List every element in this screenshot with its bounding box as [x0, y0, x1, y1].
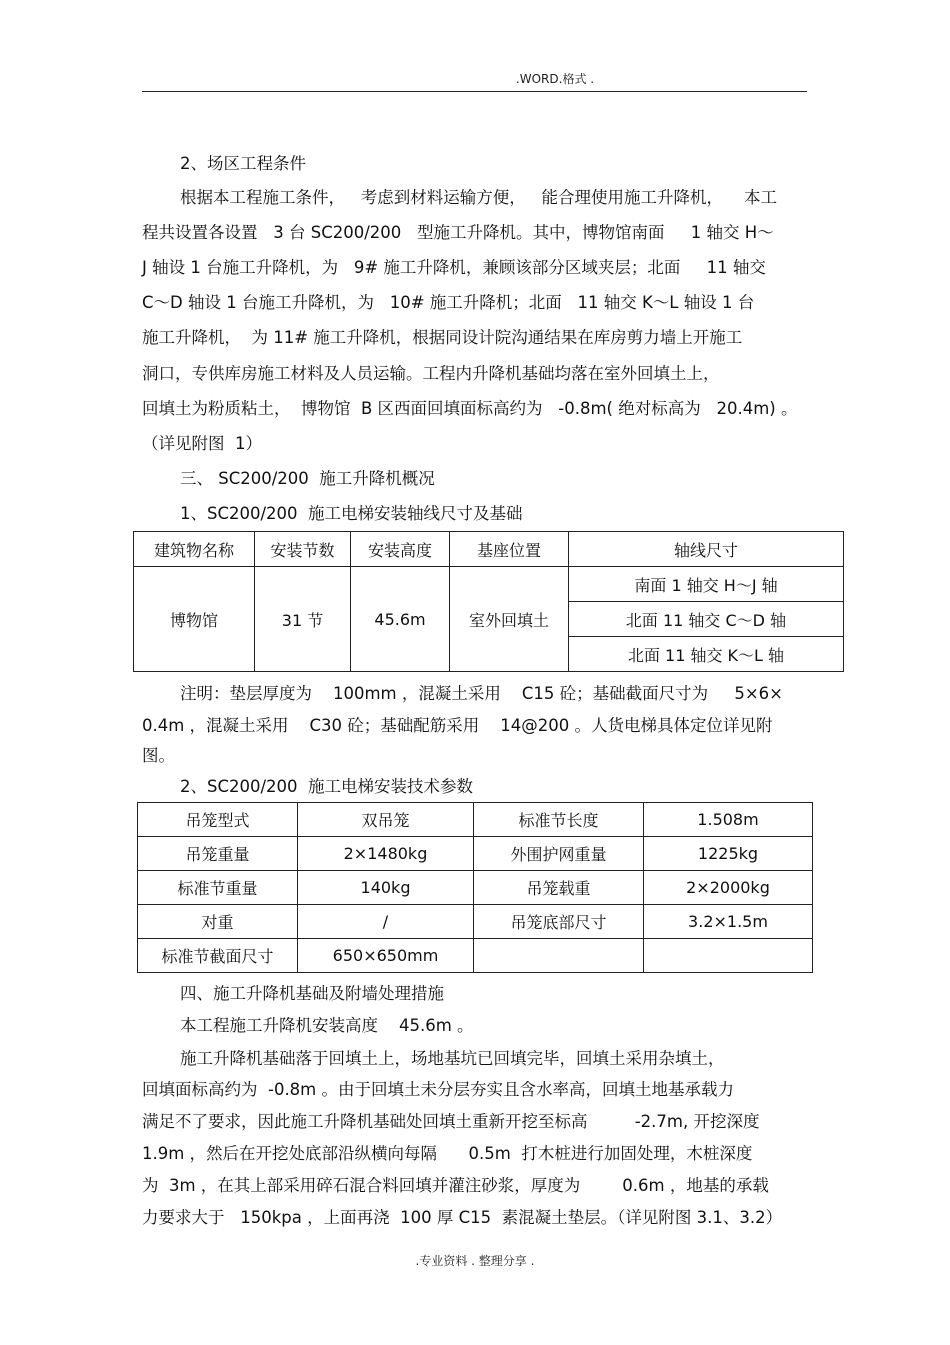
height-cell: 45.6m — [351, 567, 450, 672]
param-cell: 1225kg — [644, 837, 813, 871]
param-cell: 吊笼型式 — [138, 803, 298, 837]
para2-line-3: 满足不了要求，因此施工升降机基础处回填土重新开挖至标高 -2.7m, 开挖深度 — [142, 1112, 760, 1131]
param-cell: 2×2000kg — [644, 871, 813, 905]
subsection-2-title: 2、SC200/200 施工电梯安装技术参数 — [180, 777, 474, 796]
section-2-title: 2、场区工程条件 — [180, 154, 306, 173]
axis-cell: 北面 11 轴交 C～D 轴 — [569, 602, 844, 637]
para1-line-5: 施工升降机， 为 11# 施工升降机，根据同设计院沟通结果在库房剪力墙上开施工 — [142, 328, 743, 347]
param-cell: 3.2×1.5m — [644, 905, 813, 939]
para1-line-6: 洞口，专供库房施工材料及人员运输。工程内升降机基础均落在室外回填土上， — [142, 364, 720, 383]
header-cell: 建筑物名称 — [134, 532, 255, 567]
header-cell: 轴线尺寸 — [569, 532, 844, 567]
para1-line-8: （详见附图 1） — [142, 434, 262, 453]
table-row — [138, 905, 813, 939]
axis-cell: 北面 11 轴交 K～L 轴 — [569, 637, 844, 672]
table-row — [138, 837, 813, 871]
para1-line-7: 回填土为粉质粘土， 博物馆 B 区西面回填面标高约为 -0.8m( 绝对标高为 20.4m) 。 — [142, 399, 798, 418]
param-cell: 标准节重量 — [138, 871, 298, 905]
para2-line-6: 力要求大于 150kpa ，上面再浇 100 厚 C15 素混凝土垫层。（详见附图 3.1、3.2） — [142, 1208, 783, 1227]
section-3-title: 三、 SC200/200 施工升降机概况 — [180, 469, 435, 488]
param-cell: 外围护网重量 — [474, 837, 644, 871]
para2-line-1: 施工升降机基础落于回填土上，场地基坑已回填完毕，回填土采用杂填土， — [180, 1049, 725, 1068]
param-cell: / — [298, 905, 474, 939]
para2-line-4: 1.9m ，然后在开挖处底部沿纵横向每隔 0.5m 打木桩进行加固处理，木桩深度 — [142, 1144, 753, 1163]
param-cell — [644, 939, 813, 973]
sections-cell: 31 节 — [255, 567, 351, 672]
section-4-title: 四、施工升降机基础及附墙处理措施 — [180, 984, 444, 1003]
install-height-text: 本工程施工升降机安装高度 45.6m 。 — [180, 1016, 474, 1035]
header-cell: 安装节数 — [255, 532, 351, 567]
header-rule — [142, 91, 807, 92]
header-text: .WORD.格式 . — [515, 72, 595, 86]
para1-line-1: 根据本工程施工条件， 考虑到材料运输方便， 能合理使用施工升降机， 本工 — [180, 188, 777, 207]
param-cell: 吊笼重量 — [138, 837, 298, 871]
installation-table — [133, 531, 844, 672]
param-cell: 2×1480kg — [298, 837, 474, 871]
note-line-1: 注明：垫层厚度为 100mm ，混凝土采用 C15 砼；基础截面尺寸为 5×6× — [180, 684, 783, 703]
base-cell: 室外回填土 — [450, 567, 569, 672]
param-cell: 双吊笼 — [298, 803, 474, 837]
para2-line-5: 为 3m ，在其上部采用碎石混合料回填并灌注砂浆，厚度为 0.6m ，地基的承载 — [142, 1176, 769, 1195]
building-cell: 博物馆 — [134, 567, 255, 672]
param-cell: 吊笼载重 — [474, 871, 644, 905]
para1-line-3: J 轴设 1 台施工升降机，为 9# 施工升降机，兼顾该部分区域夹层；北面 11 轴交 — [142, 258, 766, 277]
param-cell: 标准节截面尺寸 — [138, 939, 298, 973]
param-cell: 140kg — [298, 871, 474, 905]
table-row — [138, 939, 813, 973]
table-header-row — [134, 532, 844, 567]
table-row — [134, 567, 844, 602]
param-cell: 650×650mm — [298, 939, 474, 973]
header-cell: 基座位置 — [450, 532, 569, 567]
param-cell: 对重 — [138, 905, 298, 939]
note-line-2: 0.4m ，混凝土采用 C30 砼；基础配筋采用 14@200 。人货电梯具体定位详见附 — [142, 716, 773, 735]
param-cell: 标准节长度 — [474, 803, 644, 837]
table-row — [138, 803, 813, 837]
param-cell — [474, 939, 644, 973]
param-cell: 1.508m — [644, 803, 813, 837]
param-cell: 吊笼底部尺寸 — [474, 905, 644, 939]
para1-line-2: 程共设置各设置 3 台 SC200/200 型施工升降机。其中，博物馆南面 1 轴交 H～ — [142, 223, 774, 242]
axis-cell: 南面 1 轴交 H～J 轴 — [569, 567, 844, 602]
parameters-table — [137, 802, 813, 973]
para1-line-4: C～D 轴设 1 台施工升降机，为 10# 施工升降机；北面 11 轴交 K～L 轴设 1 台 — [142, 293, 755, 312]
header-cell: 安装高度 — [351, 532, 450, 567]
page-header — [0, 70, 950, 87]
page-footer: .专业资料 . 整理分享 . — [415, 1254, 535, 1268]
note-line-3: 图。 — [142, 746, 175, 765]
subsection-1-title: 1、SC200/200 施工电梯安装轴线尺寸及基础 — [180, 504, 523, 523]
table-row — [138, 871, 813, 905]
para2-line-2: 回填面标高约为 -0.8m 。由于回填土未分层夯实且含水率高，回填土地基承载力 — [142, 1080, 735, 1099]
